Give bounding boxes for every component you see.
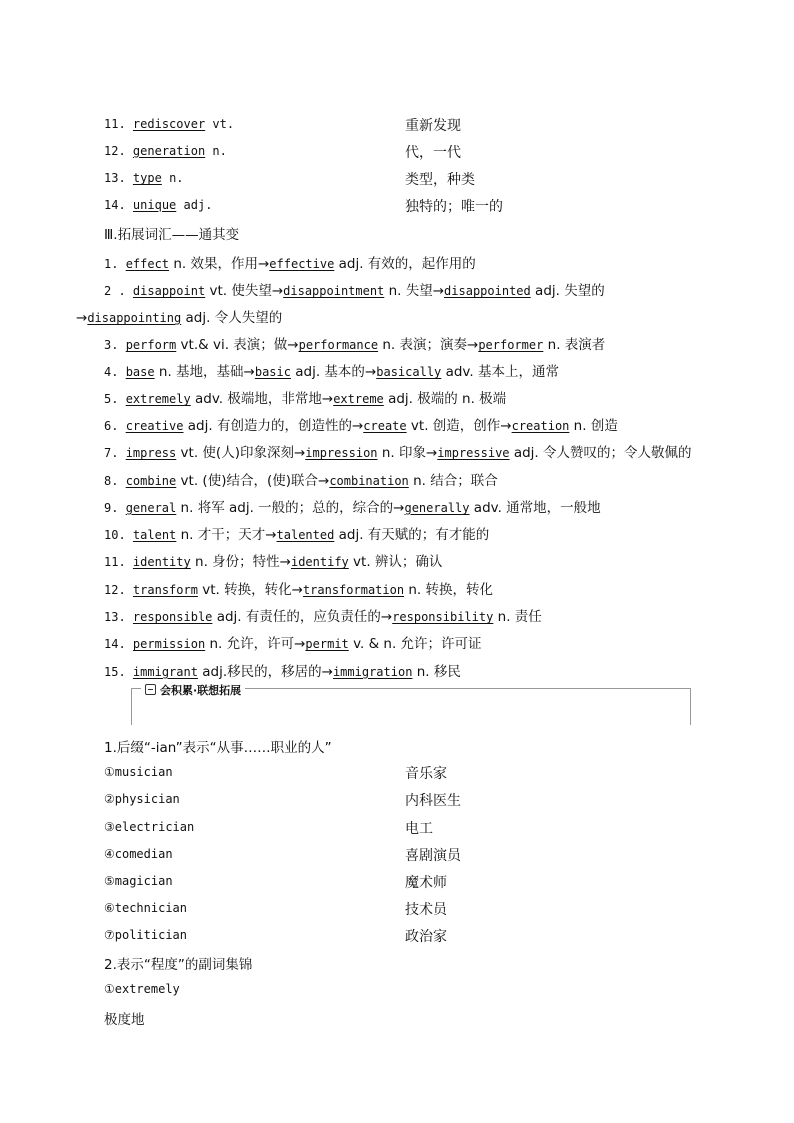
adverb-word: ①extremely <box>104 982 180 996</box>
derived-word: creative <box>125 419 184 433</box>
row-number: 10. <box>104 528 126 542</box>
expansion-row <box>104 660 461 680</box>
derived-word: generally <box>404 501 470 515</box>
expansion-row <box>104 360 559 380</box>
suffix-word <box>104 927 187 943</box>
vocab-word: type <box>132 171 162 185</box>
arrow-right-icon: → <box>318 473 330 489</box>
definition-text: n. 表演者 <box>543 337 606 353</box>
derived-word: perform <box>125 338 177 352</box>
definition-text: vt. 转换，转化 <box>197 582 292 598</box>
derived-word: performer <box>478 338 544 352</box>
expansion-row <box>104 469 498 489</box>
arrow-right-icon: → <box>425 445 438 461</box>
definition-text: n. 允许，许可 <box>205 636 295 652</box>
definition-text: vt. (使)结合，(使)联合 <box>176 473 318 489</box>
suffix-meaning: 喜剧演员 <box>405 848 461 864</box>
definition-text: adv. 极端地，非常地 <box>190 391 322 407</box>
suffix-word-text: ⑤magician <box>104 874 173 888</box>
derived-word: responsible <box>132 610 213 624</box>
derived-word: performance <box>298 338 379 352</box>
suffix-word-text: ①musician <box>104 765 173 779</box>
derived-word: identity <box>132 555 191 569</box>
vocab-row <box>104 170 184 186</box>
definition-text: adj. 极端的 n. 极端 <box>383 391 507 407</box>
definition-text: n. 转换，转化 <box>404 582 494 598</box>
definition-text: adj. 有责任的，应负责任的 <box>212 609 381 625</box>
expansion-row <box>104 496 601 516</box>
definition-text: adj. 失望的 <box>530 283 605 299</box>
definition-text: n. 责任 <box>493 609 542 625</box>
definition-text: vt. 辨认；确认 <box>348 554 443 570</box>
derived-word: extreme <box>333 392 384 406</box>
definition-text: n. 创造 <box>569 418 618 434</box>
definition-text: n. 才干；天才 <box>176 527 266 543</box>
expansion-row <box>104 441 692 461</box>
row-number: 8. <box>104 474 119 488</box>
definition-text: adj. 有效的，起作用的 <box>334 256 476 272</box>
vocab-number: 11. <box>104 117 126 131</box>
arrow-right-icon: → <box>271 283 284 299</box>
suffix-word-text: ⑦politician <box>104 928 188 942</box>
suffix-meaning: 内科医生 <box>405 793 461 809</box>
row-number: 9. <box>104 501 119 515</box>
definition-text: n. 移民 <box>412 664 461 680</box>
definition-text: n. 身份；特性 <box>190 554 280 570</box>
definition-text: n. 将军 adj. 一般的；总的，综合的 <box>176 500 394 516</box>
vocab-pos: n. <box>169 171 184 185</box>
expansion-row <box>76 306 282 326</box>
vocab-meaning: 类型，种类 <box>405 172 475 188</box>
adverb-meaning: 极度地 <box>104 1012 145 1028</box>
definition-text: adv. 基本上，通常 <box>441 364 559 380</box>
expansion-row <box>104 523 489 543</box>
adverb-item <box>104 981 180 997</box>
definition-text: n. 基地，基础 <box>154 364 244 380</box>
vocab-word: rediscover <box>132 117 206 131</box>
suffix-word-text: ③electrician <box>104 820 195 834</box>
derived-word: creation <box>511 419 570 433</box>
definition-text: n. 效果，作用 <box>169 256 258 272</box>
derived-word: disappointing <box>87 311 182 325</box>
definition-text: adj. 令人赞叹的；令人敬佩的 <box>509 445 692 461</box>
tip-box-title-text: 会积累·联想拓展 <box>160 684 242 697</box>
derived-word: disappointment <box>283 284 385 298</box>
arrow-right-icon: → <box>467 337 479 353</box>
suffix-meaning: 电工 <box>405 821 433 837</box>
vocab-meaning: 代，一代 <box>405 145 461 161</box>
definition-text: vt.& vi. 表演；做 <box>176 337 288 353</box>
arrow-right-icon: → <box>76 310 88 326</box>
expansion-row <box>104 605 542 625</box>
row-number: 13. <box>104 610 126 624</box>
row-number: 2 . <box>104 284 126 298</box>
suffix-word <box>104 873 173 889</box>
vocab-meaning: 重新发现 <box>405 118 461 134</box>
derived-word: basically <box>376 365 442 379</box>
suffix-meaning: 技术员 <box>405 902 447 918</box>
arrow-right-icon: → <box>279 554 291 570</box>
derived-word: impressive <box>437 446 510 460</box>
definition-text: adv. 通常地，一般地 <box>469 500 601 516</box>
suffix-meaning: 政治家 <box>405 929 447 945</box>
vocab-number: 13. <box>104 171 126 185</box>
suffix-word-text: ②physician <box>104 792 180 806</box>
arrow-right-icon: → <box>380 609 393 625</box>
arrow-right-icon: → <box>293 445 306 461</box>
suffix-word <box>104 791 180 807</box>
definition-text: adj.移民的，移居的 <box>197 664 322 680</box>
expansion-row <box>104 578 493 598</box>
arrow-right-icon: → <box>291 582 303 598</box>
row-number: 4. <box>104 365 119 379</box>
derived-word: identify <box>290 555 349 569</box>
expansion-row <box>104 550 442 570</box>
suffix-word <box>104 819 194 835</box>
derived-word: general <box>125 501 177 515</box>
derived-word: immigrant <box>132 665 198 679</box>
definition-text: vt. 创造，创作 <box>406 418 501 434</box>
expansion-row <box>104 252 476 272</box>
vocab-row <box>104 197 212 213</box>
definition-text: adj. 令人失望的 <box>181 310 283 326</box>
vocab-row <box>104 143 227 159</box>
suffix-heading: 1.后缀“-ian”表示“从事……职业的人” <box>104 740 332 756</box>
expansion-row <box>104 333 605 353</box>
arrow-right-icon: → <box>321 391 334 407</box>
definition-text: adj. 有天赋的；有才能的 <box>334 527 490 543</box>
derived-word: responsibility <box>392 610 494 624</box>
arrow-right-icon: → <box>351 418 364 434</box>
row-number: 6. <box>104 419 119 433</box>
derived-word: permit <box>305 637 349 651</box>
definition-text: n. 失望 <box>384 283 433 299</box>
derived-word: talent <box>132 528 177 542</box>
definition-text: v. & n. 允许；许可证 <box>348 636 482 652</box>
definition-text: adj. 基本的 <box>290 364 365 380</box>
expansion-row <box>104 279 605 299</box>
row-number: 12. <box>104 583 126 597</box>
definition-text: n. 印象 <box>377 445 426 461</box>
vocab-number: 14. <box>104 198 126 212</box>
vocab-pos: n. <box>212 144 227 158</box>
derived-word: disappoint <box>132 284 206 298</box>
row-number: 14. <box>104 637 126 651</box>
definition-text: n. 表演；演奏 <box>378 337 468 353</box>
arrow-right-icon: → <box>257 256 270 272</box>
derived-word: transform <box>132 583 198 597</box>
derived-word: combine <box>125 474 177 488</box>
vocab-row <box>104 116 234 132</box>
arrow-right-icon: → <box>393 500 405 516</box>
vocab-word: generation <box>132 144 206 158</box>
derived-word: permission <box>132 637 206 651</box>
derived-word: transformation <box>302 583 405 597</box>
row-number: 1. <box>104 257 119 271</box>
derived-word: create <box>363 419 407 433</box>
vocab-pos: adj. <box>183 198 213 212</box>
vocab-number: 12. <box>104 144 126 158</box>
expansion-row <box>104 414 618 434</box>
section-title: Ⅲ.拓展词汇——通其变 <box>104 227 240 243</box>
derived-word: basic <box>254 365 291 379</box>
vocab-word: unique <box>132 198 177 212</box>
suffix-word-text: ⑥technician <box>104 901 188 915</box>
derived-word: combination <box>329 474 409 488</box>
arrow-right-icon: → <box>294 636 306 652</box>
arrow-right-icon: → <box>364 364 377 380</box>
row-number: 7. <box>104 446 119 460</box>
row-number: 11. <box>104 555 126 569</box>
row-number: 5. <box>104 392 119 406</box>
derived-word: extremely <box>125 392 191 406</box>
suffix-word <box>104 846 173 862</box>
definition-text: vt. 使失望 <box>205 283 272 299</box>
arrow-right-icon: → <box>243 364 255 380</box>
suffix-word <box>104 900 187 916</box>
suffix-meaning: 魔术师 <box>405 875 447 891</box>
derived-word: disappointed <box>444 284 531 298</box>
arrow-right-icon: → <box>432 283 445 299</box>
derived-word: talented <box>276 528 335 542</box>
expansion-row <box>104 632 482 652</box>
derived-word: effect <box>125 257 170 271</box>
arrow-right-icon: → <box>500 418 512 434</box>
minus-box-icon <box>145 684 156 695</box>
definition-text: adj. 有创造力的，创造性的 <box>183 418 352 434</box>
arrow-right-icon: → <box>321 664 333 680</box>
definition-text: n. 结合；联合 <box>408 473 498 489</box>
tip-box-title <box>141 682 245 698</box>
derived-word: immigration <box>332 665 413 679</box>
suffix-word-text: ④comedian <box>104 847 173 861</box>
suffix-word <box>104 764 173 780</box>
derived-word: effective <box>269 257 335 271</box>
suffix-meaning: 音乐家 <box>405 766 447 782</box>
vocab-meaning: 独特的；唯一的 <box>405 199 503 215</box>
expansion-row <box>104 387 506 407</box>
arrow-right-icon: → <box>287 337 299 353</box>
vocab-pos: vt. <box>212 117 235 131</box>
adverb-heading: 2.表示“程度”的副词集锦 <box>104 957 253 973</box>
arrow-right-icon: → <box>265 527 277 543</box>
derived-word: impress <box>125 446 177 460</box>
definition-text: vt. 使(人)印象深刻 <box>176 445 294 461</box>
row-number: 15. <box>104 665 126 679</box>
row-number: 3. <box>104 338 119 352</box>
derived-word: base <box>125 365 155 379</box>
derived-word: impression <box>305 446 378 460</box>
